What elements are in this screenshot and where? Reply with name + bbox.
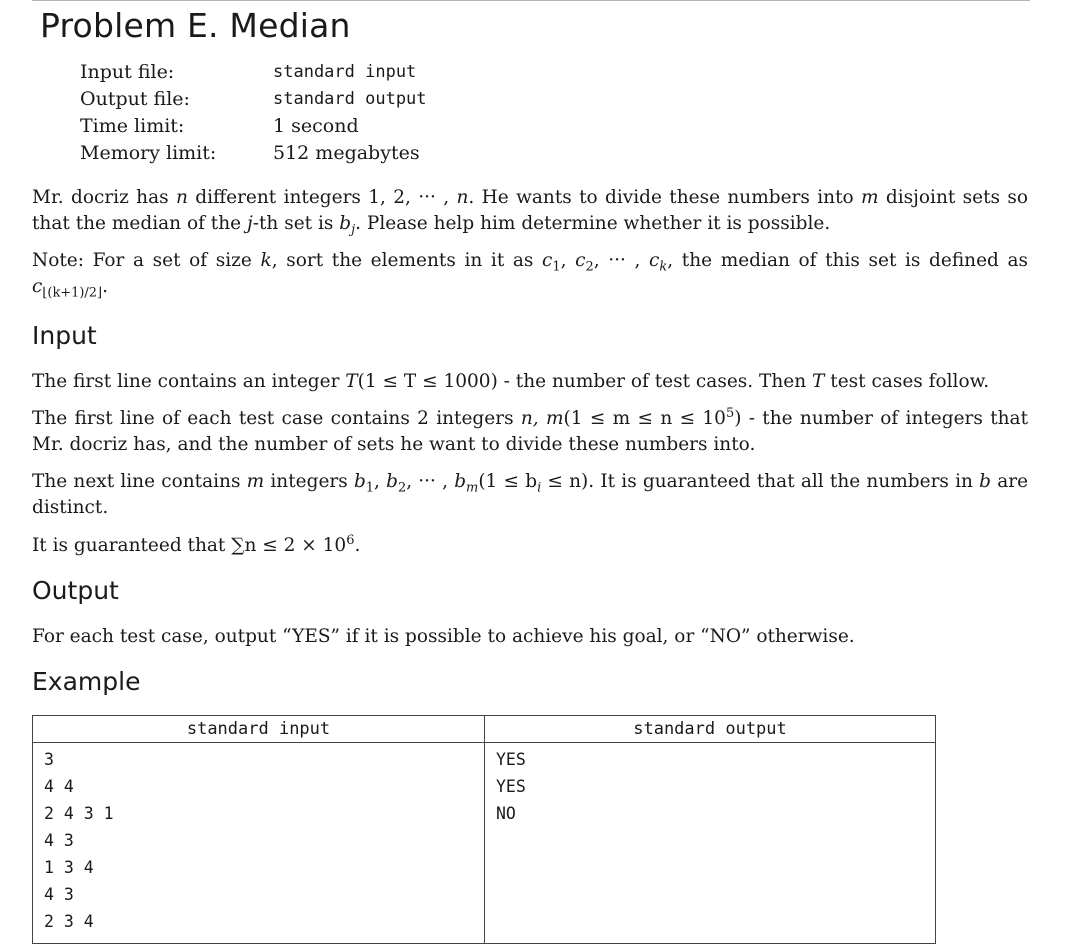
problem-title: Problem E. Median <box>40 6 351 45</box>
example-output-line: YES <box>496 777 526 796</box>
example-output-header: standard output <box>485 716 936 743</box>
input-heading: Input <box>32 321 97 350</box>
example-header-row <box>33 716 936 743</box>
example-input-line: 4 3 <box>44 885 74 904</box>
example-input-line: 2 4 3 1 <box>44 804 114 823</box>
output-heading: Output <box>32 576 119 605</box>
example-output-line: YES <box>496 750 526 769</box>
limit-key: Output file: <box>80 87 190 110</box>
limit-row-time <box>80 112 427 139</box>
limit-value: standard output <box>273 88 427 109</box>
example-table <box>32 715 936 944</box>
input-paragraph-2: The first line of each test case contains 2 integers n, $m(1 \le m \le n \le 10^5)$ - the number of integers that Mr. docriz has, and the number of sets he want to divide these numbers into. <box>32 405 1029 455</box>
note-paragraph: Note: For a set of size k, sort the elements in it as $c_1$, $c_2$, ··· , $c_k$, the median of this set is defined as $c_{⌊(k+1)/2⌋}$. <box>32 250 1029 301</box>
example-heading: Example <box>32 667 141 696</box>
example-input-header: standard input <box>33 716 485 743</box>
example-output-line: NO <box>496 804 516 823</box>
limit-value: 1 second <box>273 114 359 137</box>
example-output-cell <box>485 743 936 944</box>
example-input-line: 1 3 4 <box>44 858 94 877</box>
statement-paragraph: Mr. docriz has n different integers 1, 2, ··· , n. He wants to divide these numbers into m disjoint sets so that the median of the j-th set is $b_j$. Please help him determine whether it is possible. <box>32 187 1028 238</box>
example-input-line: 4 3 <box>44 831 74 850</box>
limit-row-output-file <box>80 85 427 112</box>
example-body-row <box>33 743 936 944</box>
input-paragraph-4: It is guaranteed that $\sum n \le 2 \times 10^6$. <box>32 532 361 556</box>
limit-value: 512 megabytes <box>273 141 420 164</box>
top-rule <box>32 0 1030 1</box>
example-input-line: 4 4 <box>44 777 74 796</box>
output-paragraph: For each test case, output “YES” if it is possible to achieve his goal, or “NO” otherwise. <box>32 626 855 647</box>
limit-key: Memory limit: <box>80 141 217 164</box>
limit-key: Time limit: <box>80 114 185 137</box>
limit-row-memory <box>80 139 427 166</box>
limits-table <box>80 58 427 166</box>
example-input-line: 2 3 4 <box>44 912 94 931</box>
input-paragraph-3: The next line contains m integers $b_1$, $b_2$, ··· , $b_m(1 \le b_i \le n)$. It is guaranteed that all the numbers in b are distinct. <box>32 471 1029 518</box>
limit-row-input-file <box>80 58 427 85</box>
limit-value: standard input <box>273 61 417 82</box>
example-input-line: 3 <box>44 750 54 769</box>
example-input-cell <box>33 743 485 944</box>
input-paragraph-1: The first line contains an integer T(1 ≤ T ≤ 1000) - the number of test cases. Then T test cases follow. <box>32 371 990 392</box>
limit-key: Input file: <box>80 60 175 83</box>
